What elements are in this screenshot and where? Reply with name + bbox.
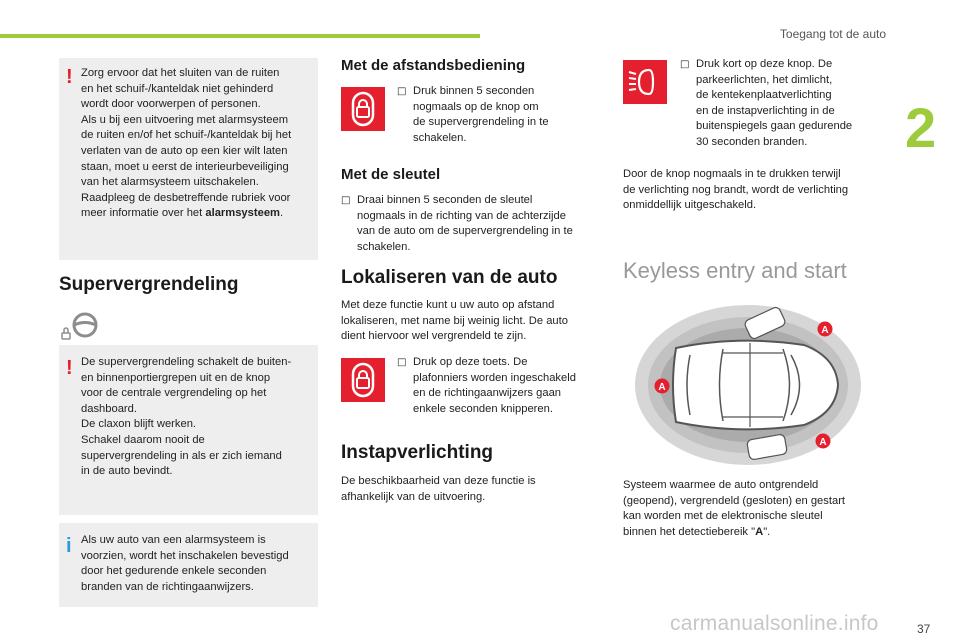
warning-text: Zorg ervoor dat het sluiten van de ruiten en het schuif-/kanteldak niet gehinderd wordt door voorwerpen of personen. Als u bij een uitvoering met alarmsysteem de ruiten en/of het schuif-/kanteldak bij het verlaten van de auto op een kier wilt laten staan, moet u eerst de interieurbeveiliging van het alarmsysteem uitschakelen. Raadpleeg de desbetreffende rubriek voor meer informatie over het alarmsysteem. xyxy=(81,67,292,220)
warning-box-windows xyxy=(59,58,318,260)
zone-label-a: A xyxy=(819,437,827,448)
keyless-heading: Keyless entry and start xyxy=(623,258,847,283)
section-title: Toegang tot de auto xyxy=(779,27,886,41)
warning-icon: ! xyxy=(66,357,73,379)
keyless-description: Systeem waarmee de auto ontgrendeld (geopend), vergrendeld (gesloten) en gestart kan worden met de elektronische sleutel binnen het detectiebereik "A". xyxy=(623,479,846,538)
padlock-icon xyxy=(341,358,385,402)
header-accent-bar xyxy=(0,34,480,38)
info-box-alarm xyxy=(59,523,318,607)
zone-label-a: A xyxy=(821,325,829,336)
warning-icon: ! xyxy=(66,66,73,88)
info-text: Als uw auto van een alarmsysteem is voorzien, wordt het inschakelen bevestigd door het gedurende enkele seconden branden van de richtingaanwijzers. xyxy=(81,534,289,593)
guide-lighting-heading: Instapverlichting xyxy=(341,442,494,463)
remote-instruction: □ Druk binnen 5 seconden nogmaals op de knop om de supervergrendeling in te schakelen. xyxy=(397,85,549,144)
keyless-zone-diagram xyxy=(628,303,864,466)
light-description: Door de knop nogmaals in te drukken terwijl de verlichting nog brandt, wordt de verlichting onmiddellijk uitgeschakeld. xyxy=(623,168,849,212)
light-instruction: □ Druk kort op deze knop. De parkeerlichten, het dimlicht, de kentekenplaatverlichting en de instapverlichting in de buitenspiegels gaan gedurende 30 seconden branden. xyxy=(680,58,853,148)
locate-instruction: □ Druk op deze toets. De plafonniers worden ingeschakeld en de richtingaanwijzers gaan enkele seconden knipperen. xyxy=(397,356,576,415)
key-instruction: □ Draai binnen 5 seconden de sleutel nogmaals in de richting van de achterzijde van de auto om de supervergrendeling in te schakelen. xyxy=(341,194,573,253)
steering-wheel-icon xyxy=(59,311,101,348)
key-heading: Met de sleutel xyxy=(341,166,441,183)
guide-lighting-description: De beschikbaarheid van deze functie is afhankelijk van de uitvoering. xyxy=(341,475,536,503)
page-number: 37 xyxy=(917,622,931,636)
supervergrendeling-heading: Supervergrendeling xyxy=(59,274,239,295)
warning-box-supervergrendeling xyxy=(59,345,318,515)
padlock-icon xyxy=(341,87,385,131)
watermark: carmanualsonline.info xyxy=(670,612,879,635)
headlight-icon xyxy=(623,60,667,104)
chapter-number: 2 xyxy=(905,96,937,159)
zone-label-a: A xyxy=(658,382,666,393)
info-icon: i xyxy=(66,535,72,557)
remote-heading: Met de afstandsbediening xyxy=(341,57,526,74)
locate-description: Met deze functie kunt u uw auto op afstand lokaliseren, met name bij weinig licht. De auto dient hiervoor wel vergrendeld te zijn. xyxy=(341,299,568,343)
locate-heading: Lokaliseren van de auto xyxy=(341,267,558,288)
warning-text: De supervergrendeling schakelt de buiten- en binnenportiergrepen uit en de knop voor de centrale vergrendeling op het dashboard. De claxon blijft werken. Schakel daarom nooit de supervergrendeling in als er zich iemand in de auto bevindt. xyxy=(81,356,292,478)
